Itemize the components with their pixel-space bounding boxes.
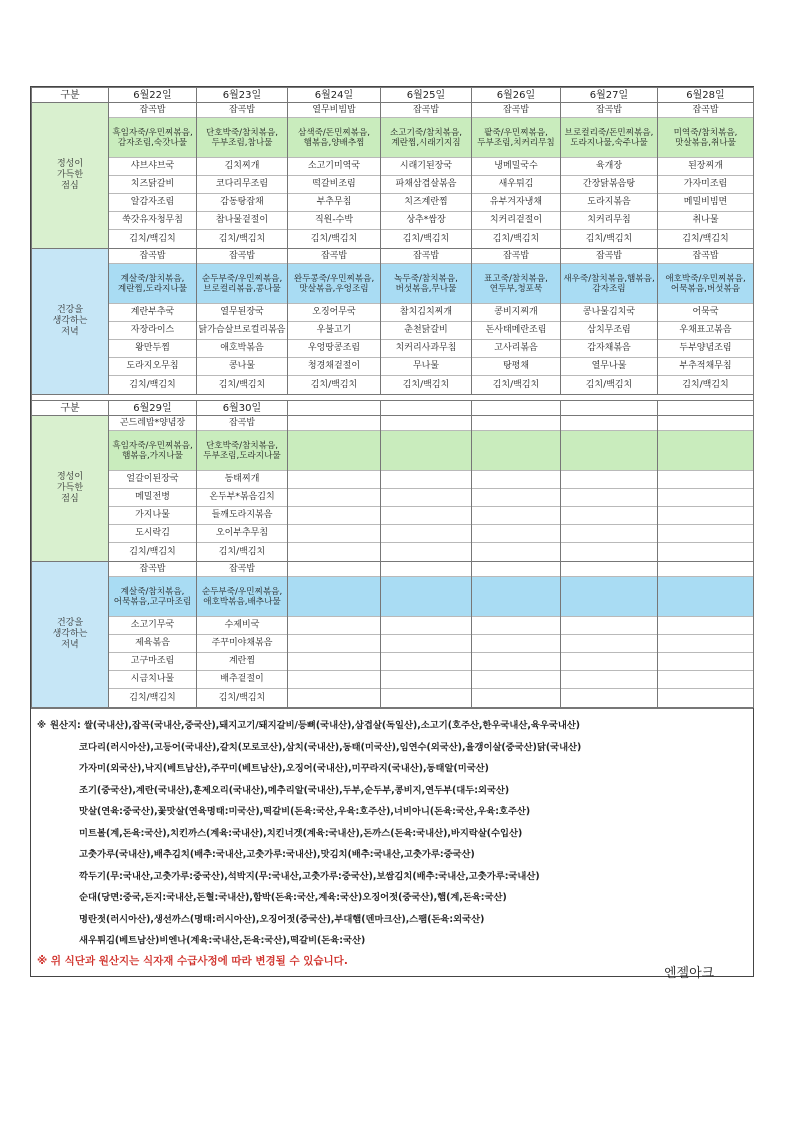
rice-item [561,562,657,577]
lunch-day-cell [472,103,561,249]
porridge-set [381,431,471,471]
date-header [472,401,561,416]
lunch-label-line: 점심 [61,494,79,504]
side-dish-item: 시래기된장국 [381,158,471,176]
dinner-day-cell [472,562,561,708]
dinner-day-cell [109,562,197,708]
side-dish-item [472,489,560,507]
porridge-set [658,431,753,471]
side-dish-item: 김치/백김치 [310,233,358,244]
dinner-day-cell [472,249,561,395]
dinner-day-cell [658,249,754,395]
lunch-day-cell [658,416,754,562]
side-dish-item: 삼치무조림 [561,322,657,340]
week1-lunch-row [32,103,754,249]
side-dish-item [288,689,380,707]
porridge-set: 순두부죽/우민찌볶음,애호박볶음,배추나물 [197,577,287,617]
side-dish-item: 콩나물김치국 [561,304,657,322]
rice-item [288,562,380,577]
side-dish-item [381,617,471,635]
side-dish-item: 콩비지찌개 [472,304,560,322]
side-dish-item [288,471,380,489]
rice-item: 잡곡밥 [472,249,560,264]
lunch-day-cell [561,416,658,562]
side-dish-item: 고사리볶음 [472,340,560,358]
lunch-label-line: 점심 [61,181,79,191]
side-dish-item: 메밀전병 [109,489,196,507]
lunch-day-cell [658,103,754,249]
date-header: 6월29일 [109,401,197,416]
dinner-label-line: 건강을 [56,305,84,315]
porridge-set: 단호박죽/참치볶음,두부조림,도라지나물 [197,431,287,471]
dinner-label [32,562,109,708]
rice-item: 잡곡밥 [561,103,657,118]
origin-text: 원산지: 쌀(국내산),잡곡(국내산,중국산),돼지고기/돼지갈비/등뼈(국내산),삼겹살(독일산),소고기(호주산,한우국내산,육우국내산) [50,720,581,731]
side-dish-item: 들깨도라지볶음 [197,507,287,525]
side-dish-item: 치커리사과무침 [381,340,471,358]
side-dish-item: 탕평채 [472,358,560,376]
origin-line: 코다리(러시아산),고등어(국내산),갈치(모로코산),삼치(국내산),동태(미국산),임연수(외국산),율갱이살(중국산)닭(국내산) [79,741,582,753]
side-dish-item: 김치/백김치 [492,233,540,244]
date-header [561,401,658,416]
side-dish-item [472,617,560,635]
lunch-label [32,103,109,249]
lunch-label [32,416,109,562]
rice-item: 잡곡밥 [288,249,380,264]
week1-dinner-row [32,249,754,395]
porridge-set: 팥죽/우민찌볶음,두부조림,치커리무침 [472,118,560,158]
side-dish-item [381,689,471,707]
side-dish-item: 간장닭볶음탕 [561,176,657,194]
origin-section [31,708,753,976]
porridge-set: 순두부죽/우민찌볶음,브로컬리볶음,콩나물 [197,264,287,304]
side-dish-item: 시금치나물 [109,671,196,689]
side-dish-item [472,689,560,707]
side-dish-item: 온두부*볶음김치 [197,489,287,507]
porridge-set [381,577,471,617]
side-dish-item [288,525,380,543]
side-dish-item: 소고기미역국 [288,158,380,176]
rice-item [658,416,753,431]
rice-item: 잡곡밥 [381,249,471,264]
rice-item: 잡곡밥 [109,103,196,118]
lunch-day-cell [197,103,288,249]
porridge-set: 소고기죽/참치볶음,계란찜,시래기지짐 [381,118,471,158]
side-dish-item: 두부양념조림 [658,340,753,358]
side-dish-item: 김치/백김치 [218,379,266,390]
dinner-label-line: 저녁 [61,640,79,650]
side-dish-item [472,653,560,671]
side-dish-item: 참나물겉절이 [197,212,287,230]
side-dish-item: 김치/백김치 [402,233,450,244]
side-dish-item: 김치/백김치 [682,233,729,244]
week2-dinner-row [32,562,754,708]
lunch-label-line: 가득한 [56,483,84,493]
rice-item: 잡곡밥 [381,103,471,118]
side-dish-item [658,689,753,707]
porridge-set: 단호박죽/참치볶음,두부조림,참나물 [197,118,287,158]
side-dish-item: 배추겉절이 [197,671,287,689]
date-header: 6월27일 [561,88,658,103]
side-dish-item [561,617,657,635]
dinner-label-line: 건강을 [56,618,84,628]
side-dish-item: 제육볶음 [109,635,196,653]
rice-item: 잡곡밥 [561,249,657,264]
side-dish-item [472,471,560,489]
side-dish-item [288,507,380,525]
side-dish-item [561,543,657,561]
date-header [658,401,754,416]
side-dish-item: 유부겨자냉채 [472,194,560,212]
side-dish-item: 김치/백김치 [310,379,358,390]
side-dish-item [381,489,471,507]
porridge-set [288,577,380,617]
lunch-day-cell [288,103,381,249]
side-dish-item [381,507,471,525]
rice-item [288,416,380,431]
side-dish-item: 가지나물 [109,507,196,525]
side-dish-item: 도라지볶음 [561,194,657,212]
side-dish-item: 무나물 [381,358,471,376]
side-dish-item: 김치/백김치 [682,379,729,390]
origin-line: 고춧가루(국내산),배추김치(배추:국내산,고춧가루:국내산),맛김치(배추:국내산,고춧가루:중국산) [79,849,475,860]
rice-item: 곤드레밥*양념장 [109,416,196,431]
side-dish-item [381,653,471,671]
side-dish-item: 김치/백김치 [585,233,633,244]
side-dish-item: 상추*쌈장 [381,212,471,230]
porridge-set: 흑임자죽/우민찌볶음,햄볶음,가지나물 [109,431,196,471]
side-dish-item: 치커리무침 [561,212,657,230]
porridge-set [561,577,657,617]
origin-line: 미트볼(계,돈육:국산),치킨까스(계육:국내산),치킨너겟(계육:국내산),돈까스(돈육:국내산),바지락살(수입산) [79,827,523,839]
rice-item: 잡곡밥 [109,249,196,264]
dinner-day-cell [381,249,472,395]
side-dish-item: 소고기무국 [109,617,196,635]
dinner-day-cell [109,249,197,395]
dinner-day-cell [381,562,472,708]
side-dish-item [472,507,560,525]
side-dish-item: 샤브샤브국 [109,158,196,176]
side-dish-item [561,689,657,707]
side-dish-item: 김치/백김치 [402,379,450,390]
side-dish-item: 닭가슴살브로컬리볶음 [197,322,287,340]
side-dish-item: 코다리무조림 [197,176,287,194]
side-dish-item: 계란부추국 [109,304,196,322]
side-dish-item: 김치/백김치 [129,379,176,390]
lunch-label-line: 가득한 [56,170,84,180]
porridge-set: 녹두죽/참치볶음,버섯볶음,무나물 [381,264,471,304]
side-dish-item: 오이부추무침 [197,525,287,543]
side-dish-item [658,543,753,561]
side-dish-item: 치커리겉절이 [472,212,560,230]
side-dish-item [288,671,380,689]
side-dish-item: 김치/백김치 [129,692,176,703]
menu-table [31,87,754,708]
side-dish-item [472,635,560,653]
rice-item: 잡곡밥 [658,249,753,264]
week2-lunch-row [32,416,754,562]
lunch-day-cell [381,416,472,562]
rice-item: 잡곡밥 [197,562,287,577]
side-dish-item: 어묵국 [658,304,753,322]
side-dish-item: 김치/백김치 [129,546,176,557]
side-dish-item: 우엉땅콩조림 [288,340,380,358]
side-dish-item [561,507,657,525]
division-label: 구분 [32,88,109,103]
side-dish-item: 청경채겉절이 [288,358,380,376]
dinner-day-cell [561,562,658,708]
side-dish-item: 얼갈이된장국 [109,471,196,489]
rice-item: 잡곡밥 [472,103,560,118]
porridge-set: 브로컬리죽/돈민찌볶음,도라지나물,숙주나물 [561,118,657,158]
side-dish-item [561,671,657,689]
origin-line: 맛살(연육:중국산),꽃맛살(연육명태:미국산),떡갈비(돈육:국산,우육:호주산),너비아니(돈육:국산,우육:호주산) [79,806,531,817]
side-dish-item [381,543,471,561]
side-dish-item [381,671,471,689]
side-dish-item: 주꾸미야채볶음 [197,635,287,653]
side-dish-item: 김치/백김치 [129,233,176,244]
porridge-set [561,431,657,471]
dinner-day-cell [658,562,754,708]
dinner-label-line: 저녁 [61,327,79,337]
side-dish-item: 김치/백김치 [218,233,266,244]
side-dish-item: 부추무침 [288,194,380,212]
side-dish-item: 쑥갓유자청무침 [109,212,196,230]
lunch-day-cell [109,416,197,562]
rice-item: 잡곡밥 [197,103,287,118]
side-dish-item: 치즈계란찜 [381,194,471,212]
porridge-set [472,431,560,471]
date-header: 6월25일 [381,88,472,103]
side-dish-item: 치즈닭갈비 [109,176,196,194]
side-dish-item: 김치/백김치 [492,379,540,390]
side-dish-item: 새우튀김 [472,176,560,194]
side-dish-item: 오징어무국 [288,304,380,322]
dinner-day-cell [288,249,381,395]
origin-line: 가자미(외국산),낙지(베트남산),주꾸미(베트남산),오징어(국내산),미꾸라지(국내산),동태알(미국산) [79,763,489,774]
rice-item: 잡곡밥 [658,103,753,118]
division-label: 구분 [32,401,109,416]
date-header: 6월23일 [197,88,288,103]
side-dish-item: 감자채볶음 [561,340,657,358]
rice-item [561,416,657,431]
origin-line: 명란젓(러시아산),생선까스(명태:러시아산),오징어젓(중국산),부대햄(덴마크산),스팸(돈육:외국산) [79,913,485,925]
side-dish-item [288,617,380,635]
side-dish-item: 김치찌개 [197,158,287,176]
rice-item [658,562,753,577]
side-dish-item [288,489,380,507]
porridge-set: 계살죽/참치볶음,계란찜,도라지나물 [109,264,196,304]
side-dish-item [658,671,753,689]
lunch-day-cell [472,416,561,562]
lunch-label-line: 정성이 [56,159,84,169]
date-header [381,401,472,416]
side-dish-item: 계란찜 [197,653,287,671]
rice-item [472,562,560,577]
side-dish-item: 된장찌개 [658,158,753,176]
porridge-set [658,577,753,617]
side-dish-item: 왕만두찜 [109,340,196,358]
side-dish-item: 김치/백김치 [218,692,266,703]
porridge-set [288,431,380,471]
side-dish-item [288,635,380,653]
change-notice: ※ 위 식단과 원산지는 식자재 수급사정에 따라 변경될 수 있습니다. [37,954,348,967]
side-dish-item: 돈사태메란조림 [472,322,560,340]
side-dish-item: 직원-수박 [288,212,380,230]
side-dish-item: 애호박볶음 [197,340,287,358]
side-dish-item: 춘천닭갈비 [381,322,471,340]
side-dish-item: 수제비국 [197,617,287,635]
lunch-day-cell [561,103,658,249]
side-dish-item [472,525,560,543]
side-dish-item: 메밀비빔면 [658,194,753,212]
origin-line: 새우튀김(베트남산)비엔나(계육:국내산,돈육:국산),떡갈비(돈육:국산) [79,935,366,946]
side-dish-item [658,617,753,635]
lunch-day-cell [381,103,472,249]
date-header: 6월22일 [109,88,197,103]
side-dish-item [561,635,657,653]
side-dish-item: 김치/백김치 [585,379,633,390]
menu-sheet [30,86,754,977]
lunch-day-cell [288,416,381,562]
side-dish-item: 참치김치찌개 [381,304,471,322]
side-dish-item: 고구마조림 [109,653,196,671]
side-dish-item [472,543,560,561]
porridge-set: 삼색죽/돈민찌볶음,햄볶음,양배추찜 [288,118,380,158]
porridge-set: 새우죽/참치볶음,햄볶음,감자조림 [561,264,657,304]
week1-header-row [32,88,754,103]
origin-line [37,715,747,737]
side-dish-item [288,543,380,561]
porridge-set: 흑임자죽/우민찌볶음,감자조림,숙갓나물 [109,118,196,158]
origin-line: 깍두기(무:국내산,고춧가루:중국산),석박지(무:국내산,고춧가루:중국산),보쌈김치(배추:국내산,고춧가루:국내산) [79,870,540,882]
dinner-label-line: 생각하는 [52,629,88,639]
rice-item [472,416,560,431]
side-dish-item [658,635,753,653]
dinner-day-cell [288,562,381,708]
side-dish-item [561,471,657,489]
porridge-set: 계살죽/참치볶음,어묵볶음,고구마조림 [109,577,196,617]
side-dish-item [658,525,753,543]
side-dish-item [658,489,753,507]
side-dish-item: 알감자조림 [109,194,196,212]
side-dish-item: 도라지오무침 [109,358,196,376]
side-dish-item: 김치/백김치 [218,546,266,557]
side-dish-item [381,525,471,543]
date-header: 6월28일 [658,88,754,103]
side-dish-item: 열무된장국 [197,304,287,322]
side-dish-item [472,671,560,689]
dinner-day-cell [197,249,288,395]
rice-item: 잡곡밥 [109,562,196,577]
porridge-set [472,577,560,617]
side-dish-item: 가자미조림 [658,176,753,194]
side-dish-item [381,635,471,653]
side-dish-item [561,525,657,543]
lunch-day-cell [197,416,288,562]
dinner-day-cell [197,562,288,708]
side-dish-item: 콩나물 [197,358,287,376]
side-dish-item: 우불고기 [288,322,380,340]
side-dish-item [381,471,471,489]
side-dish-item [561,653,657,671]
side-dish-item: 감동탕잡채 [197,194,287,212]
side-dish-item: 파채삼겹살볶음 [381,176,471,194]
date-header: 6월26일 [472,88,561,103]
side-dish-item [561,489,657,507]
porridge-set: 표고죽/참치볶음,연두부,청포묵 [472,264,560,304]
side-dish-item [658,471,753,489]
side-dish-item [658,653,753,671]
side-dish-item [658,507,753,525]
rice-item: 잡곡밥 [197,416,287,431]
brand-name: 엔젤아크 [664,966,715,981]
dinner-label [32,249,109,395]
side-dish-item: 자장라이스 [109,322,196,340]
side-dish-item: 취나물 [658,212,753,230]
side-dish-item [288,653,380,671]
rice-item: 열무비빔밥 [288,103,380,118]
date-header [288,401,381,416]
origin-mark: ※ [37,720,47,731]
rice-item [381,562,471,577]
dinner-label-line: 생각하는 [52,316,88,326]
side-dish-item: 도시락김 [109,525,196,543]
rice-item: 잡곡밥 [197,249,287,264]
side-dish-item: 우채표고볶음 [658,322,753,340]
origin-line: 조기(중국산),계란(국내산),훈제오리(국내산),메추리알(국내산),두부,순두부,콩비지,연두부(대두:외국산) [79,784,510,796]
side-dish-item: 동태찌개 [197,471,287,489]
lunch-day-cell [109,103,197,249]
side-dish-item: 냉메밀국수 [472,158,560,176]
side-dish-item: 떡갈비조림 [288,176,380,194]
side-dish-item: 부추적채무침 [658,358,753,376]
dinner-day-cell [561,249,658,395]
porridge-set: 애호박죽/우민찌볶음,어묵볶음,버섯볶음 [658,264,753,304]
origin-line: 순대(당면:중국,돈지:국내산,돈혈:국내산),함박(돈육:국산,계육:국산)오징어젓(중국산),햄(계,돈육:국산) [79,892,507,903]
week2-header-row [32,401,754,416]
side-dish-item: 육개장 [561,158,657,176]
date-header: 6월24일 [288,88,381,103]
lunch-label-line: 정성이 [56,472,84,482]
rice-item [381,416,471,431]
porridge-set: 미역죽/참치볶음,맛살볶음,취나물 [658,118,753,158]
date-header: 6월30일 [197,401,288,416]
side-dish-item: 열무나물 [561,358,657,376]
porridge-set: 완두콩죽/우민찌볶음,맛살볶음,우엉조림 [288,264,380,304]
